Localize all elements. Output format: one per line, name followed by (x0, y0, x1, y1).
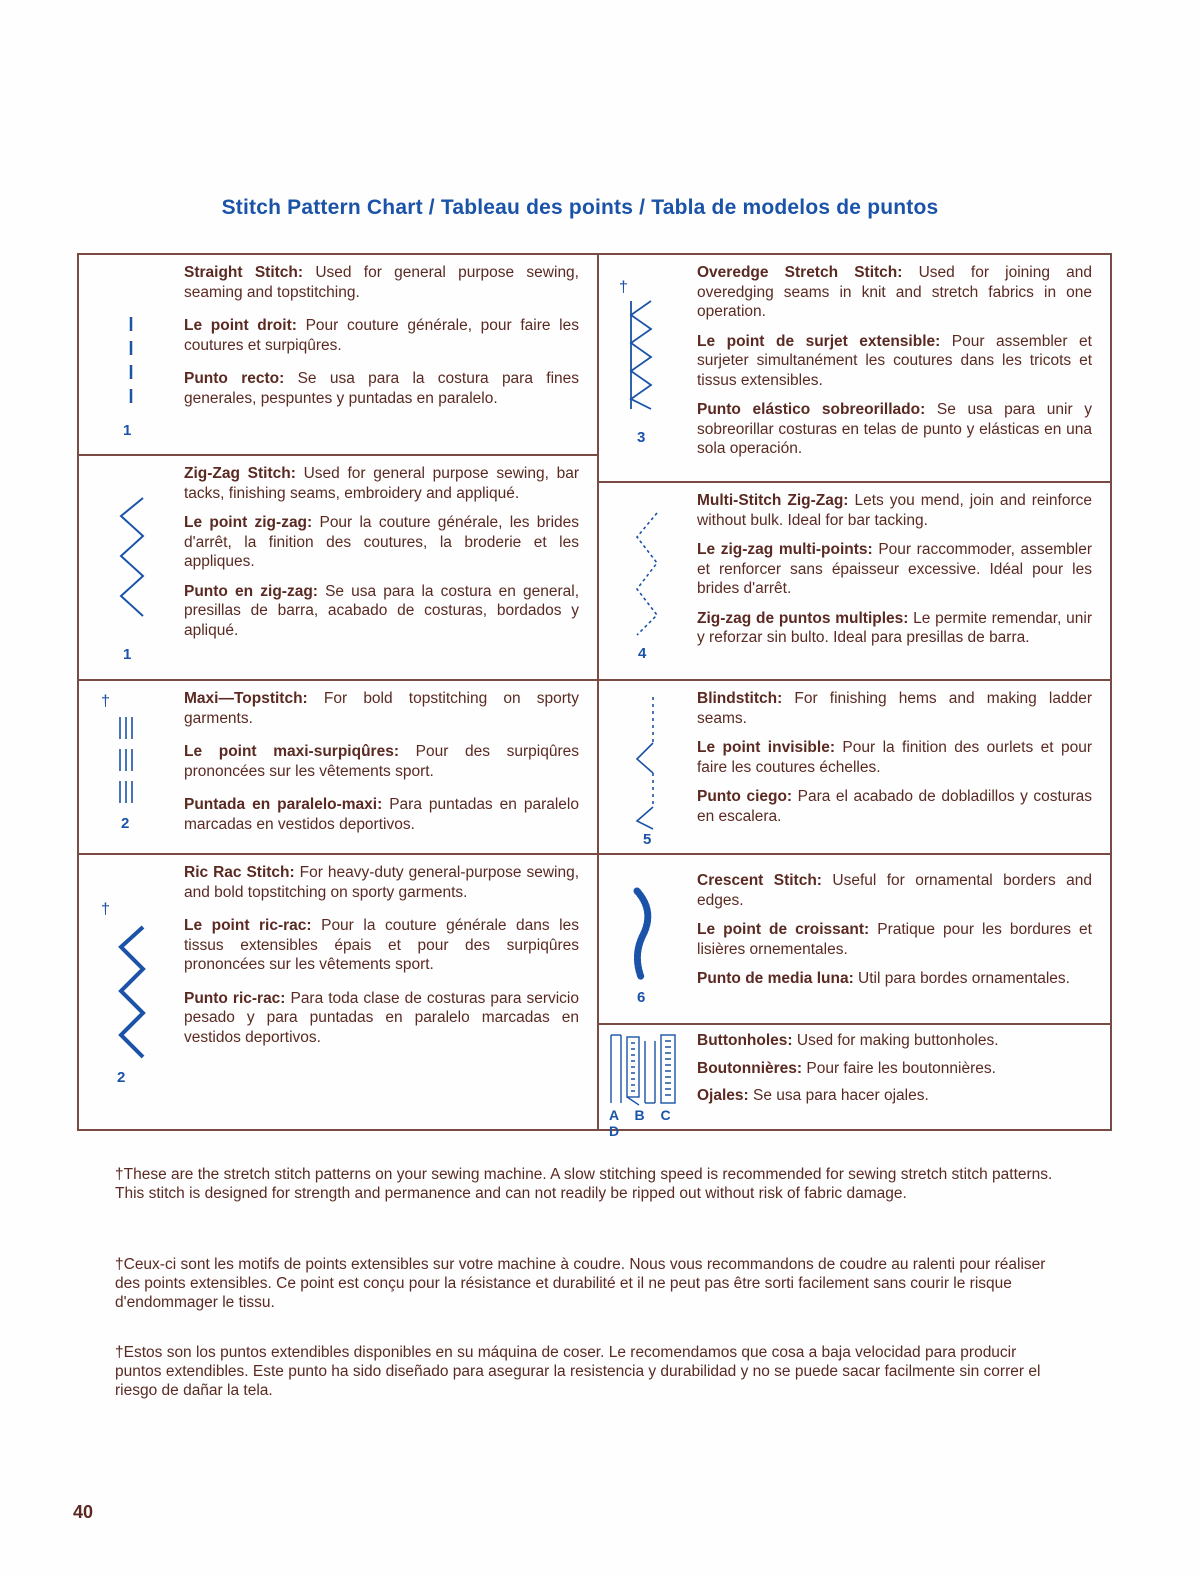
stitch-number: 1 (123, 422, 132, 439)
footnote-en-text: †These are the stretch stitch patterns on your sewing machine. A slow stitching speed is recommended for sewing stretch stitch patterns. This stitch is designed for strength and permanence and can not readily be ripped out without risk of fabric damage. (115, 1166, 1053, 1202)
stitch-multi-zigzag-cell (597, 483, 1110, 681)
stitch-icon-area (79, 855, 179, 1131)
text-fr: Pour couture générale, pour faire les coutures et surpiqûres. (184, 317, 579, 354)
label-en: Ric Rac Stitch: (184, 864, 295, 881)
description-es (697, 400, 1092, 459)
stretch-dagger: † (619, 279, 628, 296)
stitch-icon-area (597, 483, 693, 679)
stitch-description (184, 464, 579, 654)
label-es: Punto elástico sobreorillado: (697, 401, 926, 418)
description-en (697, 263, 1092, 322)
text-es: Util para bordes ornamentales. (853, 970, 1070, 987)
description-en (184, 263, 579, 302)
text-es: Para toda clase de costuras para servicio pesado y para puntadas en paralelo marcadas en vestidos deportivos. (184, 989, 579, 1046)
description-fr (697, 738, 1092, 777)
blindstitch-icon (633, 697, 659, 829)
text-fr: Pour assembler et surjeter simultanément les coutures dans les tricots et tissus extensibles. (697, 332, 1092, 389)
description-fr (697, 540, 1092, 599)
label-fr: Le point droit: (184, 317, 297, 334)
text-fr: Pour des surpiqûres prononcées sur les vêtements sport. (184, 743, 579, 780)
footnote-en (115, 1165, 1055, 1203)
description-en (184, 464, 579, 503)
stitch-description (697, 871, 1092, 1003)
text-fr: Pour raccommoder, assembler et renforcer sans épaisseur excessive. Idéal pour les brides d'arrêt. (697, 541, 1092, 597)
description-en (184, 863, 579, 902)
stitch-description (184, 863, 579, 1061)
zigzag-stitch-icon (117, 496, 147, 626)
label-fr: Boutonnières: (697, 1059, 803, 1077)
stitch-description (697, 689, 1092, 840)
label-es: Punto ciego: (697, 788, 793, 805)
stitch-icon-area (597, 681, 693, 853)
stitch-number: 1 (123, 646, 132, 663)
description-es (697, 609, 1092, 648)
stitch-crescent-cell (597, 855, 1110, 1025)
label-fr: Le point maxi-surpiqûres: (184, 743, 399, 760)
text-en: Lets you mend, join and reinforce without bulk. Ideal for bar tacking. (697, 492, 1093, 529)
text-fr: Pour faire les boutonnières. (802, 1059, 996, 1077)
stitch-icon-area (597, 1025, 693, 1139)
description-es (697, 1086, 1092, 1106)
stitch-maxi-topstitch-cell (79, 681, 597, 855)
label-es: Zig-zag de puntos multiples: (697, 609, 909, 627)
label-fr: Le point de surjet extensible: (697, 332, 941, 350)
stitch-description (697, 263, 1092, 473)
text-en: Useful for ornamental borders and edges. (697, 872, 1092, 909)
text-en: For heavy-duty general-purpose sewing, and bold topstitching on sporty garments. (184, 864, 580, 901)
label-es: Punto en zig-zag: (184, 582, 318, 600)
description-es (697, 787, 1092, 826)
label-fr: Le point zig-zag: (184, 514, 313, 531)
stitch-icon-area (597, 855, 693, 1023)
label-en: Multi-Stitch Zig-Zag: (697, 492, 849, 509)
label-en: Crescent Stitch: (697, 872, 822, 889)
label-es: Punto de media luna: (697, 970, 854, 987)
text-es: Para el acabado de dobladillos y costuras en escalera. (697, 788, 1092, 825)
chart-left-column (79, 255, 599, 1129)
stretch-dagger: † (101, 693, 110, 710)
buttonhole-stitch-icon (609, 1033, 681, 1107)
page-title: Stitch Pattern Chart / Tableau des points / Tabla de modelos de puntos (221, 196, 939, 219)
stitch-overedge-stretch-cell (597, 255, 1110, 483)
label-en: Buttonholes: (697, 1032, 793, 1049)
description-en (697, 689, 1092, 728)
text-es: Le permite remendar, unir y reforzar sin bulto. Ideal para presillas de barra. (697, 609, 1092, 646)
label-fr: Le point de croissant: (697, 921, 870, 938)
buttonhole-letters: A B C D (609, 1107, 677, 1139)
label-en: Overedge Stretch Stitch: (697, 264, 903, 281)
stitch-number: 6 (637, 989, 646, 1006)
label-en: Blindstitch: (697, 690, 783, 707)
description-es (184, 582, 579, 641)
text-fr: Pour la couture générale, les brides d'arrêt, la finition des coutures, la broderie et les appliques. (184, 514, 579, 570)
label-fr: Le zig-zag multi-points: (697, 541, 873, 558)
text-es: Se usa para la costura para fines generales, pespuntes y puntadas en paralelo. (184, 370, 579, 407)
ric-rac-stitch-icon (115, 925, 149, 1065)
description-fr (184, 742, 579, 781)
straight-stitch-icon (126, 317, 136, 407)
description-es (184, 369, 579, 408)
label-es: Puntada en paralelo-maxi: (184, 796, 383, 813)
stitch-number: 3 (637, 429, 646, 446)
description-fr (184, 916, 579, 975)
footnote-es (115, 1343, 1055, 1400)
text-es: Para puntadas en paralelo marcadas en vestidos deportivos. (184, 796, 579, 833)
description-es (697, 969, 1092, 989)
description-en (184, 689, 579, 728)
stretch-dagger: † (101, 901, 110, 918)
overedge-stretch-icon (627, 301, 657, 413)
label-fr: Le point invisible: (697, 739, 835, 756)
stitch-number: 4 (638, 645, 647, 662)
text-fr: Pour la couture générale dans les tissus extensibles épais et pour des surpiqûres prononcées sur les vêtements sport. (184, 917, 579, 973)
label-en: Maxi—Topstitch: (184, 690, 308, 707)
crescent-stitch-icon (631, 889, 657, 981)
description-en (697, 1031, 1092, 1051)
label-es: Punto recto: (184, 370, 285, 387)
stitch-icon-area (79, 456, 179, 679)
text-en: Used for joining and overedging seams in knit and stretch fabrics in one operation. (697, 264, 1092, 320)
text-fr: Pratique pour les bordures et lisières ornementales. (697, 921, 1092, 958)
stitch-description (184, 263, 579, 422)
description-en (697, 871, 1092, 910)
stitch-icon-area (597, 255, 693, 481)
stitch-straight-cell (79, 255, 597, 456)
stitch-icon-area (79, 681, 179, 853)
footnote-es-text: †Estos son los puntos extendibles disponibles en su máquina de coser. Le recomendamos que cosa a baja velocidad para producir puntos extendibles. Este punto ha sido diseñado para asegurar la resistencia y durabilidad y no se puede sacar facilmente sin correr el riesgo de dañar la tela. (115, 1344, 1041, 1399)
label-es: Punto ric-rac: (184, 989, 286, 1007)
stitch-description (697, 491, 1092, 662)
stitch-icon-area (79, 255, 179, 454)
description-fr (184, 316, 579, 355)
text-es: Se usa para la costura en general, presillas de barra, acabado de costuras, bordados y apliqué. (184, 582, 580, 639)
stitch-buttonholes-cell (597, 1025, 1110, 1139)
label-es: Ojales: (697, 1087, 749, 1104)
maxi-topstitch-icon (118, 717, 134, 807)
stitch-number: 2 (117, 1069, 126, 1086)
label-en: Straight Stitch: (184, 264, 304, 281)
footnote-fr (115, 1255, 1055, 1312)
text-en: Used for general purpose sewing, bar tacks, finishing seams, embroidery and appliqué. (184, 465, 579, 502)
text-es: Se usa para unir y sobreorillar costuras en telas de punto y elásticas en una sola operación. (697, 401, 1092, 457)
label-en: Zig-Zag Stitch: (184, 465, 296, 482)
text-en: For bold topstitching on sporty garments. (184, 690, 579, 727)
description-es (184, 989, 579, 1048)
label-fr: Le point ric-rac: (184, 917, 312, 934)
page-number: 40 (73, 1502, 94, 1522)
description-fr (697, 332, 1092, 391)
description-es (184, 795, 579, 834)
stitch-number: 5 (643, 831, 652, 848)
text-es: Se usa para hacer ojales. (748, 1087, 929, 1104)
stitch-chart (77, 253, 1112, 1139)
text-fr: Pour la finition des ourlets et pour faire les coutures échelles. (697, 739, 1092, 776)
stitch-ric-rac-cell (79, 855, 597, 1131)
multi-zigzag-stitch-icon (633, 511, 661, 641)
stitch-number: 2 (121, 815, 130, 832)
stitch-blindstitch-cell (597, 681, 1110, 855)
description-fr (697, 1059, 1092, 1079)
description-en (697, 491, 1092, 530)
stitch-zigzag-cell (79, 456, 597, 681)
chart-right-column (597, 255, 1110, 1139)
description-fr (184, 513, 579, 572)
text-en: Used for making buttonholes. (792, 1032, 999, 1049)
stitch-description (697, 1031, 1092, 1120)
footnote-fr-text: †Ceux-ci sont les motifs de points extensibles sur votre machine à coudre. Nous vous recommandons de coudre au ralenti pour réaliser des points extensibles. Ce point est conçu pour la résistance et durabilité et il ne peut pas être sorti facilement sans courir le risque d'endommager le tissu. (115, 1256, 1046, 1311)
stitch-description (184, 689, 579, 848)
text-en: Used for general purpose sewing, seaming and topstitching. (184, 264, 579, 301)
text-en: For finishing hems and making ladder seams. (697, 690, 1092, 727)
description-fr (697, 920, 1092, 959)
